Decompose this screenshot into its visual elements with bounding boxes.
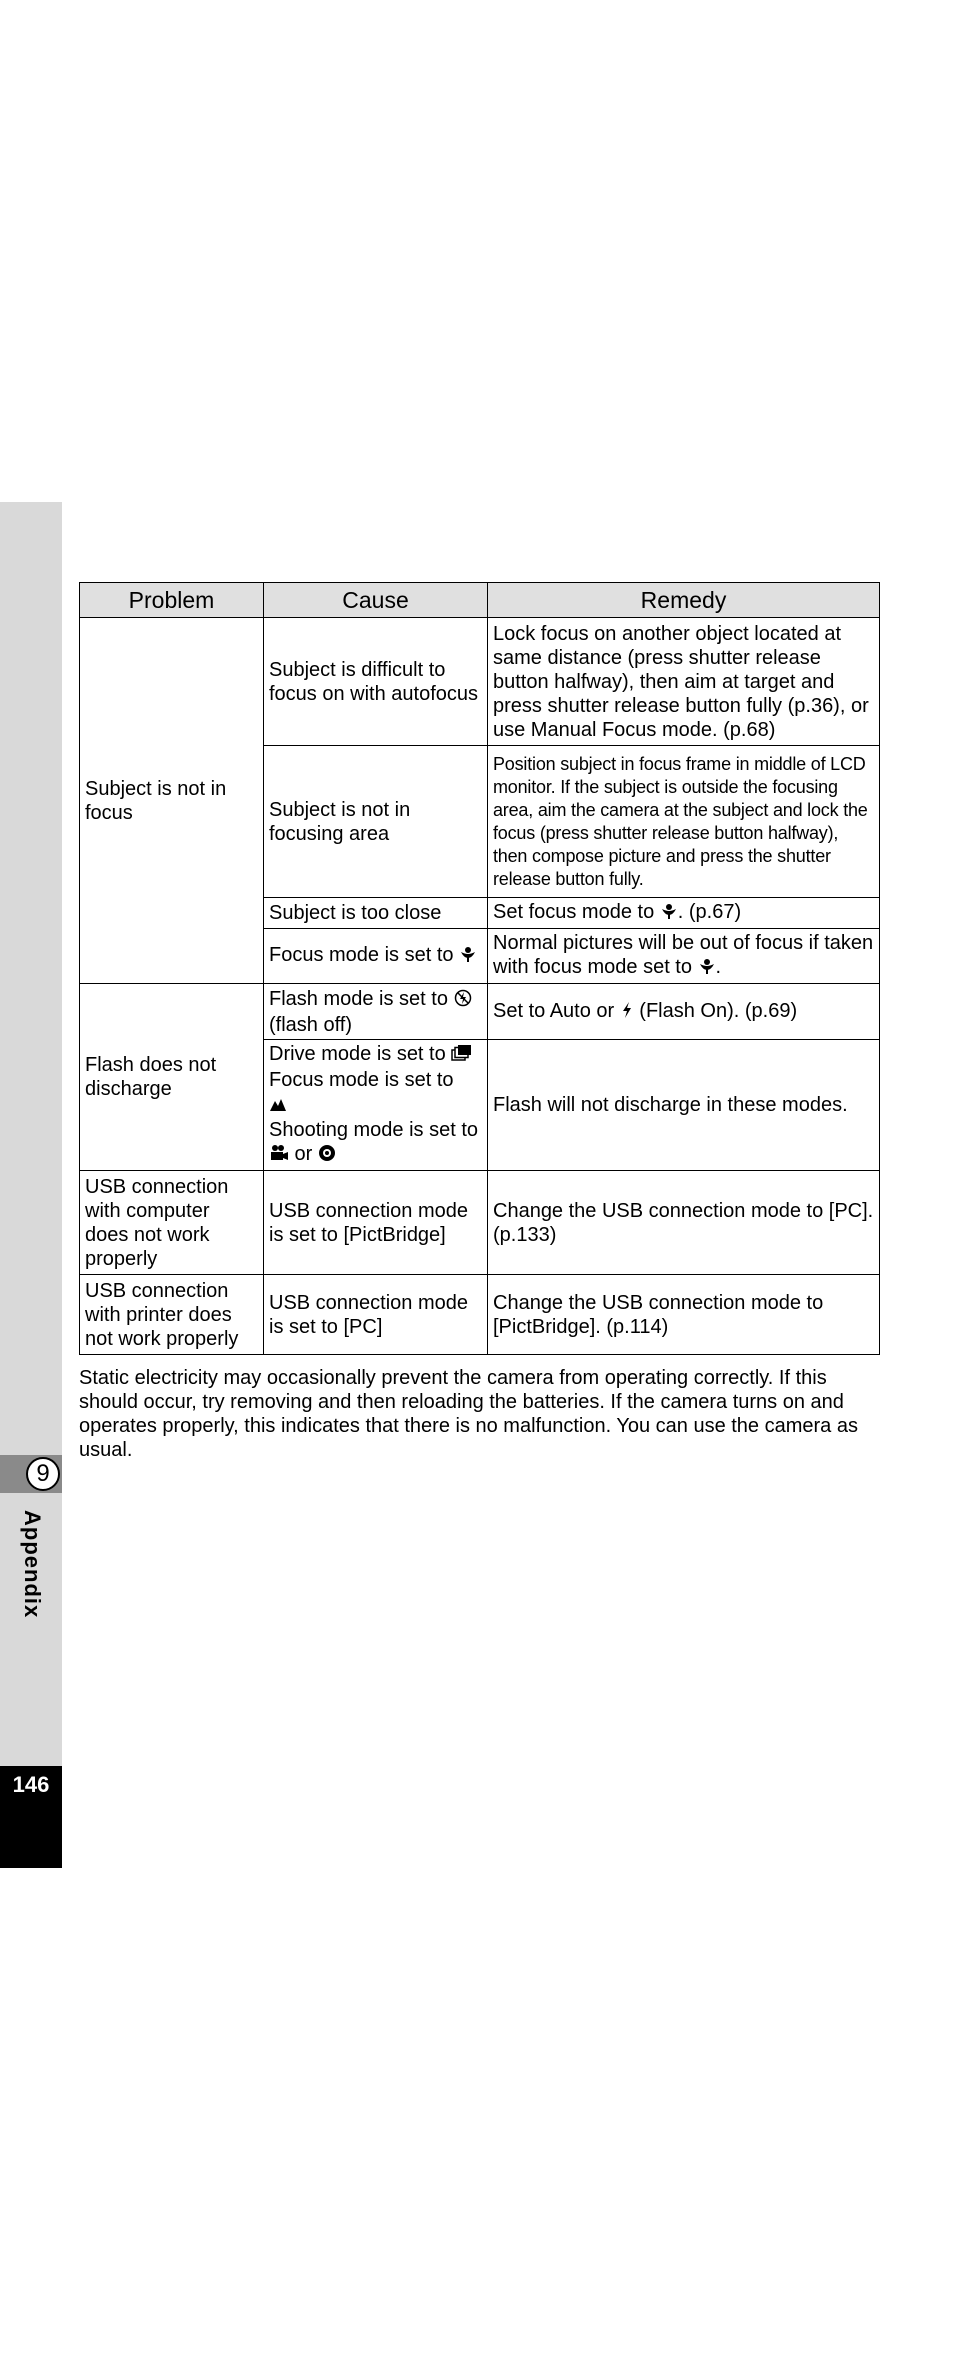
remedy-cell: Lock focus on another object located at same distance (press shutter release button halfway), then aim at target and press shutter release button fully (p.36), or use Manual Focus mode. (p.68) <box>488 618 880 746</box>
remedy-cell: Change the USB connection mode to [PictBridge]. (p.114) <box>488 1275 880 1355</box>
cause-cell <box>264 929 488 984</box>
macro-flower-icon <box>698 957 716 981</box>
remedy-text: . (p.67) <box>677 901 742 923</box>
chapter-title: Appendix <box>20 1510 45 1619</box>
cause-cell: Subject is not in focusing area <box>264 746 488 898</box>
mountain-icon <box>269 1094 287 1118</box>
flash-off-icon <box>454 989 472 1013</box>
static-electricity-note: Static electricity may occasionally prevent the camera from operating correctly. If this should occur, try removing and then reloading the batteries. If the camera turns on and operates properly, this indicates that there is no malfunction. You can use the camera as usual. <box>79 1367 858 1461</box>
movie-camera-icon <box>269 1144 289 1168</box>
cause-text: or <box>289 1143 318 1165</box>
table-row <box>80 984 880 1040</box>
remedy-cell: Position subject in focus frame in middle of LCD monitor. If the subject is outside the focusing area, aim the camera at the subject and lock the focus (press shutter release button halfway), then compose picture and press the shutter release button fully. <box>488 746 880 898</box>
flash-on-bolt-icon <box>620 1001 634 1025</box>
cause-cell: Subject is too close <box>264 898 488 929</box>
problem-cell: Flash does not discharge <box>80 984 264 1171</box>
remedy-cell: Flash will not discharge in these modes. <box>488 1040 880 1171</box>
remedy-text: Normal pictures will be out of focus if taken with focus mode set to <box>493 932 874 978</box>
cause-text: Focus mode is set to <box>269 1069 454 1091</box>
problem-cell: USB connection with computer does not work properly <box>80 1171 264 1275</box>
cause-text: Shooting mode is set to <box>269 1119 479 1141</box>
problem-cell: USB connection with printer does not work properly <box>80 1275 264 1355</box>
header-cause: Cause <box>264 583 488 618</box>
remedy-text: Set focus mode to <box>493 901 660 923</box>
table-row <box>80 1171 880 1275</box>
chapter-number: 9 <box>26 1457 60 1491</box>
page-number: 146 <box>12 1772 50 1797</box>
remedy-cell <box>488 929 880 984</box>
remedy-text: (Flash On). (p.69) <box>633 999 798 1022</box>
macro-flower-icon <box>459 945 477 969</box>
remedy-text: . <box>715 956 722 978</box>
remedy-cell <box>488 984 880 1040</box>
cause-cell: Subject is difficult to focus on with autofocus <box>264 618 488 746</box>
table-row <box>80 618 880 746</box>
cause-text: Focus mode is set to <box>269 944 460 966</box>
troubleshooting-table <box>79 582 880 1355</box>
remedy-cell: Change the USB connection mode to [PC]. (p.133) <box>488 1171 880 1275</box>
cause-cell <box>264 984 488 1040</box>
header-remedy: Remedy <box>488 583 880 618</box>
remedy-cell <box>488 898 880 929</box>
problem-cell: Subject is not in focus <box>80 618 264 984</box>
table-row <box>80 1275 880 1355</box>
cause-cell: USB connection mode is set to [PictBridge] <box>264 1171 488 1275</box>
table-header-row <box>80 583 880 618</box>
remedy-text: Set to Auto or <box>493 999 620 1022</box>
cause-text: Drive mode is set to <box>269 1043 452 1065</box>
cause-cell: USB connection mode is set to [PC] <box>264 1275 488 1355</box>
cause-cell <box>264 1040 488 1171</box>
macro-flower-icon <box>660 902 678 926</box>
header-problem: Problem <box>80 583 264 618</box>
continuous-shooting-icon <box>451 1044 473 1068</box>
filter-icon <box>318 1144 336 1168</box>
cause-text: Flash mode is set to <box>269 987 454 1010</box>
cause-text: (flash off) <box>269 1013 352 1036</box>
